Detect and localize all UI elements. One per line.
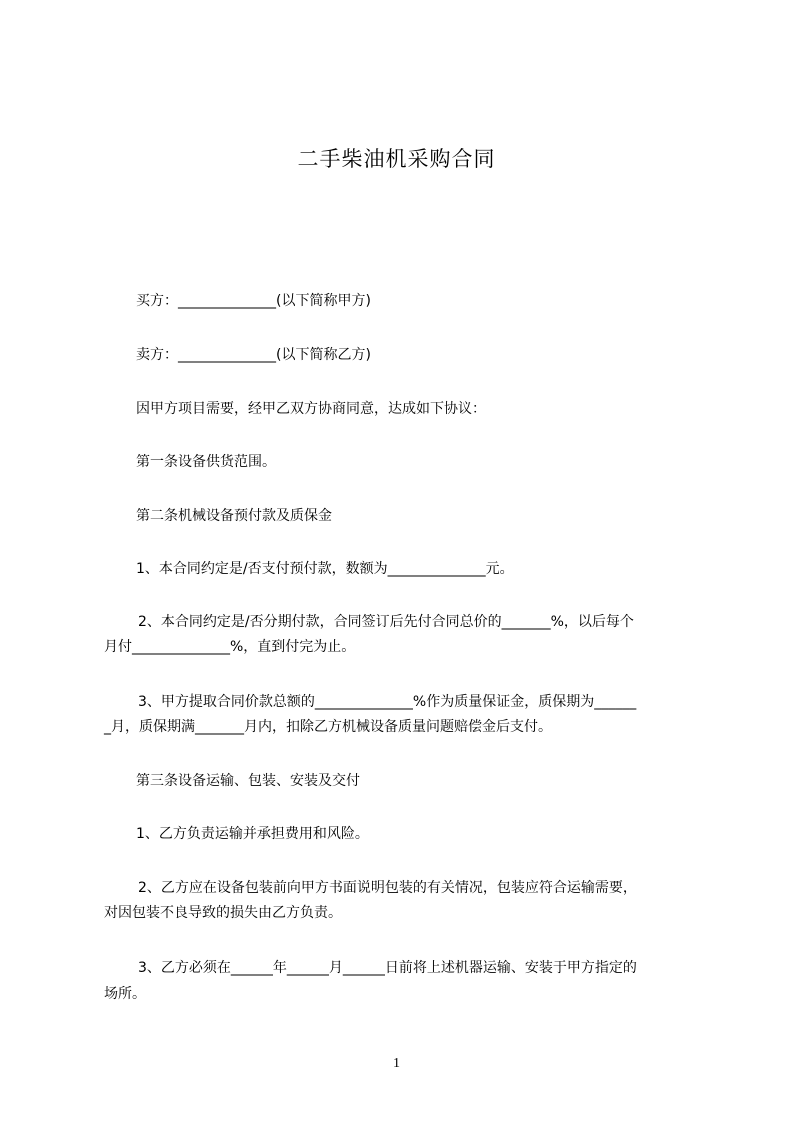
- article-3-item-3-line-1: 3、乙方必须在______年______月______日前将上述机器运输、安装于甲方指定的: [138, 960, 637, 976]
- article-3-heading: 第三条设备运输、包装、安装及交付: [136, 773, 360, 789]
- article-2-heading: 第二条机械设备预付款及质保金: [136, 508, 332, 524]
- article-3-item-2-line-1: 2、乙方应在设备包装前向甲方书面说明包装的有关情况，包装应符合运输需要，: [138, 880, 637, 896]
- article-2-item-2-line-1: 2、本合同约定是/否分期付款，合同签订后先付合同总价的_______%，以后每个: [138, 614, 634, 630]
- document-title: 二手柴油机采购合同: [297, 147, 496, 171]
- article-2-item-3-line-1: 3、甲方提取合同价款总额的______________%作为质量保证金，质保期为______: [138, 694, 637, 710]
- buyer-line: 买方：______________(以下简称甲方): [136, 293, 371, 309]
- article-3-item-2-line-2: 对因包装不良导致的损失由乙方负责。: [104, 905, 342, 921]
- article-3-item-1: 1、乙方负责运输并承担费用和风险。: [136, 826, 369, 842]
- page-number: 1: [393, 1056, 400, 1071]
- article-1-heading: 第一条设备供货范围。: [136, 454, 276, 470]
- article-2-item-2-line-2: 月付______________%，直到付完为止。: [104, 639, 356, 655]
- article-2-item-3-line-2: _月，质保期满_______月内，扣除乙方机械设备质量问题赔偿金后支付。: [104, 719, 552, 735]
- article-2-item-1: 1、本合同约定是/否支付预付款，数额为______________元。: [136, 561, 514, 577]
- preamble: 因甲方项目需要，经甲乙双方协商同意，达成如下协议：: [136, 401, 486, 417]
- article-3-item-3-line-2: 场所。: [104, 986, 146, 1002]
- seller-line: 卖方：______________(以下简称乙方): [136, 347, 371, 363]
